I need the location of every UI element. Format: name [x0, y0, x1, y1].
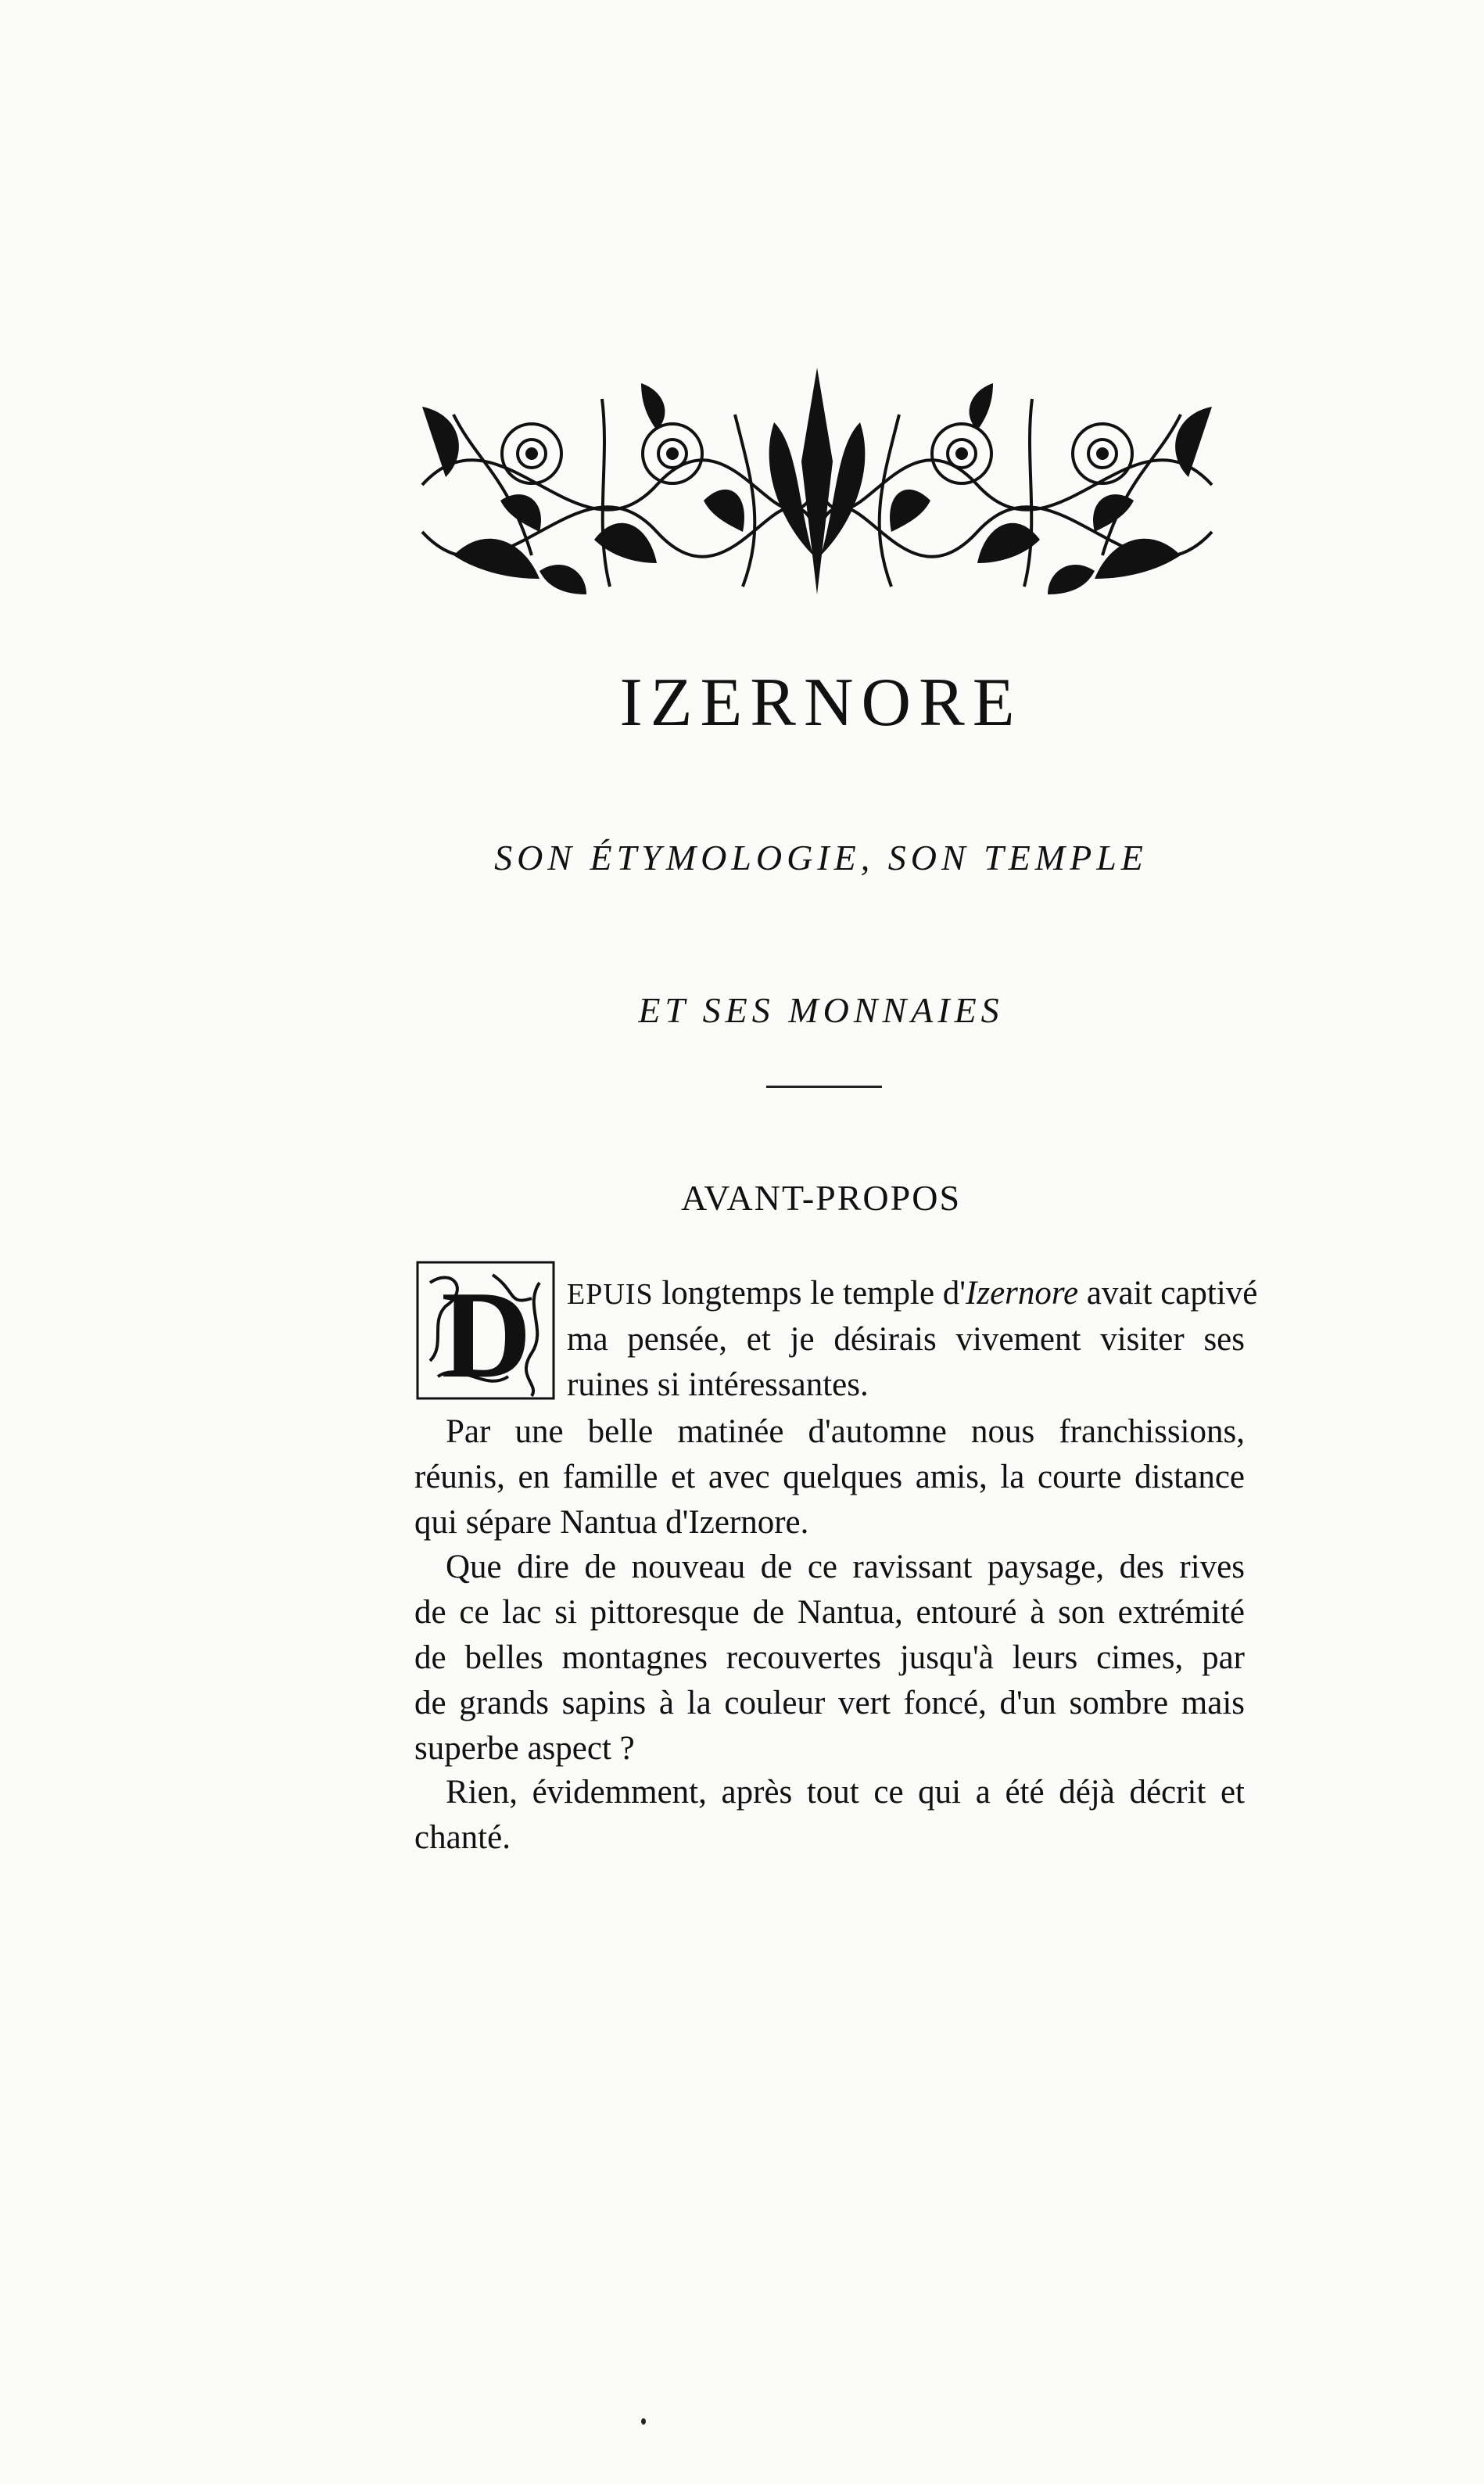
paragraph-1	[567, 1271, 1258, 1408]
paragraph-1-line-3: ruines si intéressantes.	[567, 1366, 869, 1403]
paragraph-2-line-1: Par une belle matinée d'automne nous franchissions,	[446, 1413, 1245, 1450]
paragraph-2-line-2: réunis, en famille et avec quelques amis, la courte distance	[414, 1459, 1245, 1495]
paragraph-3	[414, 1545, 1245, 1771]
paragraph-3-line-3: de belles montagnes recouvertes jusqu'à leurs cimes, par	[414, 1639, 1245, 1676]
paragraph-3-line-2: de ce lac si pittoresque de Nantua, entouré à son extrémité	[414, 1594, 1245, 1631]
opening-word-smallcaps: EPUIS	[567, 1278, 654, 1311]
paragraph-1-line-2: ma pensée, et je désirais vivement visiter ses	[567, 1321, 1245, 1358]
ink-speck	[641, 2418, 646, 2425]
dropcap-d-icon	[414, 1259, 557, 1402]
subtitle-line-1: SON ÉTYMOLOGIE, SON TEMPLE	[494, 838, 1148, 878]
subtitle-line-2: ET SES MONNAIES	[638, 990, 1004, 1030]
title-divider	[766, 1086, 882, 1088]
paragraph-2-line-3: qui sépare Nantua d'Izernore.	[414, 1504, 809, 1541]
section-heading: AVANT-PROPOS	[680, 1178, 962, 1218]
paragraph-3-line-1: Que dire de nouveau de ce ravissant paysage, des rives	[446, 1549, 1245, 1585]
paragraph-1-line-1	[567, 1271, 1258, 1317]
page-title: IZERNORE	[619, 665, 1023, 741]
paragraph-3-line-5: superbe aspect ?	[414, 1730, 635, 1767]
floral-headpiece-icon	[407, 368, 1228, 602]
dropcap-letter: D	[441, 1265, 532, 1402]
paragraph-4-line-1: Rien, évidemment, après tout ce qui a été déjà décrit et	[446, 1774, 1245, 1811]
paragraph-4	[414, 1770, 1245, 1861]
paragraph-2	[414, 1409, 1245, 1545]
paragraph-4-line-2: chanté.	[414, 1819, 511, 1856]
paragraph-1-line-1-italic: Izernore	[966, 1275, 1079, 1312]
paragraph-1-line-1-b: avait captivé	[1078, 1275, 1258, 1312]
paragraph-3-line-4: de grands sapins à la couleur vert foncé, d'un sombre mais	[414, 1685, 1245, 1721]
paragraph-1-line-1-a: longtemps le temple d'	[653, 1275, 966, 1312]
